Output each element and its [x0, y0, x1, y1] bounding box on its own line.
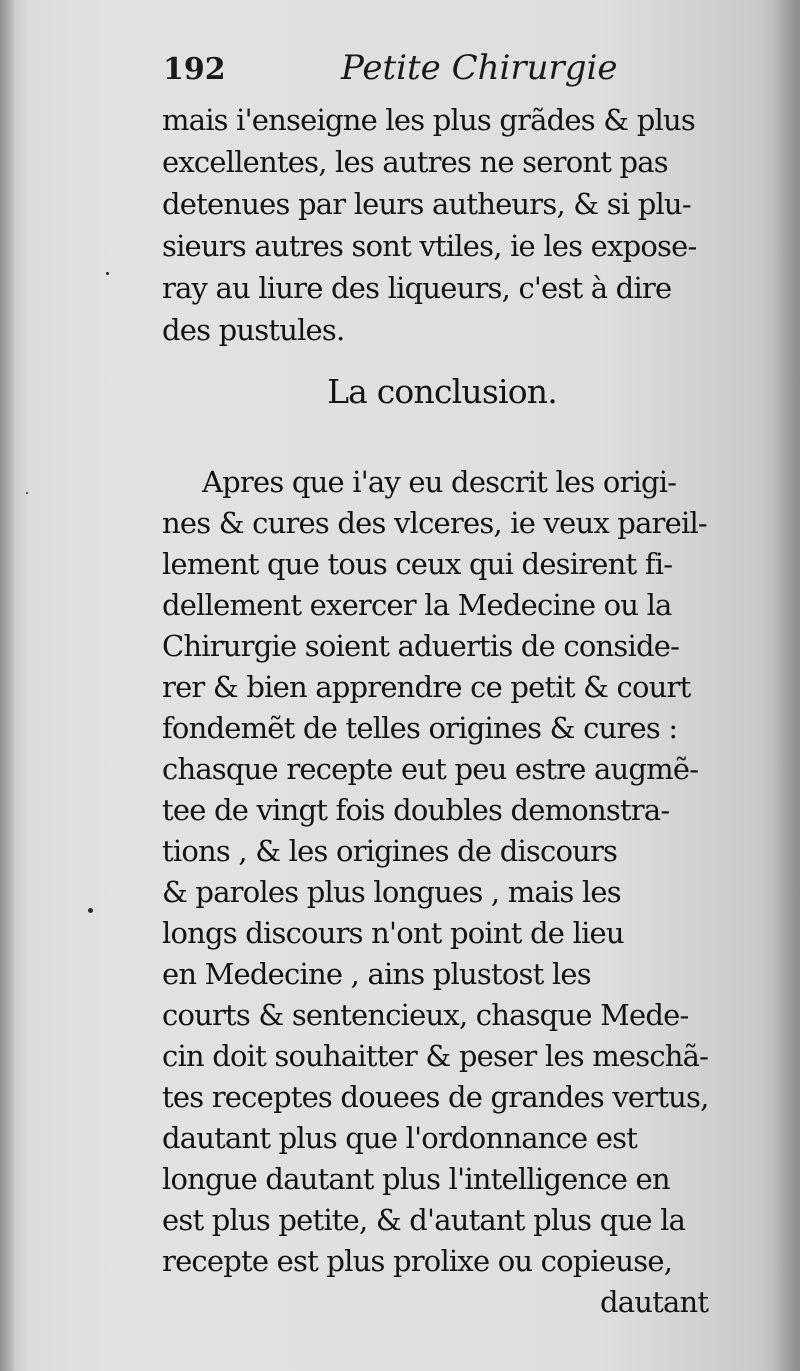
page-left-edge-shadow — [0, 0, 14, 1371]
text-line: Chirurgie soient aduertis de conside- — [162, 629, 680, 663]
text-line: tes receptes douees de grandes vertus, — [162, 1080, 709, 1114]
text-line: longue dautant plus l'intelligence en — [162, 1162, 670, 1196]
text-line: en Medecine , ains plustost les — [162, 957, 591, 991]
ink-speck — [88, 908, 93, 913]
text-line: longs discours n'ont point de lieu — [162, 916, 624, 950]
text-line: & paroles plus longues , mais les — [162, 875, 621, 909]
text-line: cin doit souhaitter & peser les meschã- — [162, 1039, 709, 1073]
text-line: lement que tous ceux qui desirent fi- — [162, 547, 673, 581]
text-line: des pustules. — [162, 313, 345, 347]
text-line: courts & sentencieux, chasque Mede- — [162, 998, 689, 1032]
running-header — [163, 44, 723, 94]
text-line: est plus petite, & d'autant plus que la — [162, 1203, 686, 1237]
text-line: recepte est plus prolixe ou copieuse, — [162, 1244, 673, 1278]
text-line: rer & bien apprendre ce petit & court — [162, 670, 691, 704]
page-right-edge-shadow — [774, 0, 800, 1371]
running-head-title: Petite Chirurgie — [341, 48, 618, 88]
text-line: tee de vingt fois doubles demonstra- — [162, 793, 670, 827]
text-line: chasque recepte eut peu estre augmẽ- — [162, 752, 699, 786]
text-line: ray au liure des liqueurs, c'est à dire — [162, 271, 672, 305]
text-line: dellement exercer la Medecine ou la — [162, 588, 672, 622]
ink-speck — [106, 272, 109, 275]
text-line: tions , & les origines de discours — [162, 834, 618, 868]
text-line: detenues par leurs autheurs, & si plu- — [162, 187, 691, 221]
text-line: fondemẽt de telles origines & cures : — [162, 711, 678, 745]
catchword: dautant — [600, 1285, 709, 1319]
section-heading: La conclusion. — [327, 372, 557, 411]
page-number: 192 — [163, 52, 226, 87]
text-line: Apres que i'ay eu descrit les origi- — [202, 465, 677, 499]
text-line: mais i'enseigne les plus grãdes & plus — [162, 103, 695, 137]
text-line: sieurs autres sont vtiles, ie les expose- — [162, 229, 697, 263]
text-line: excellentes, les autres ne seront pas — [162, 145, 668, 179]
ink-speck — [26, 492, 28, 494]
text-line: nes & cures des vlceres, ie veux pareil- — [162, 506, 707, 540]
text-line: dautant plus que l'ordonnance est — [162, 1121, 638, 1155]
